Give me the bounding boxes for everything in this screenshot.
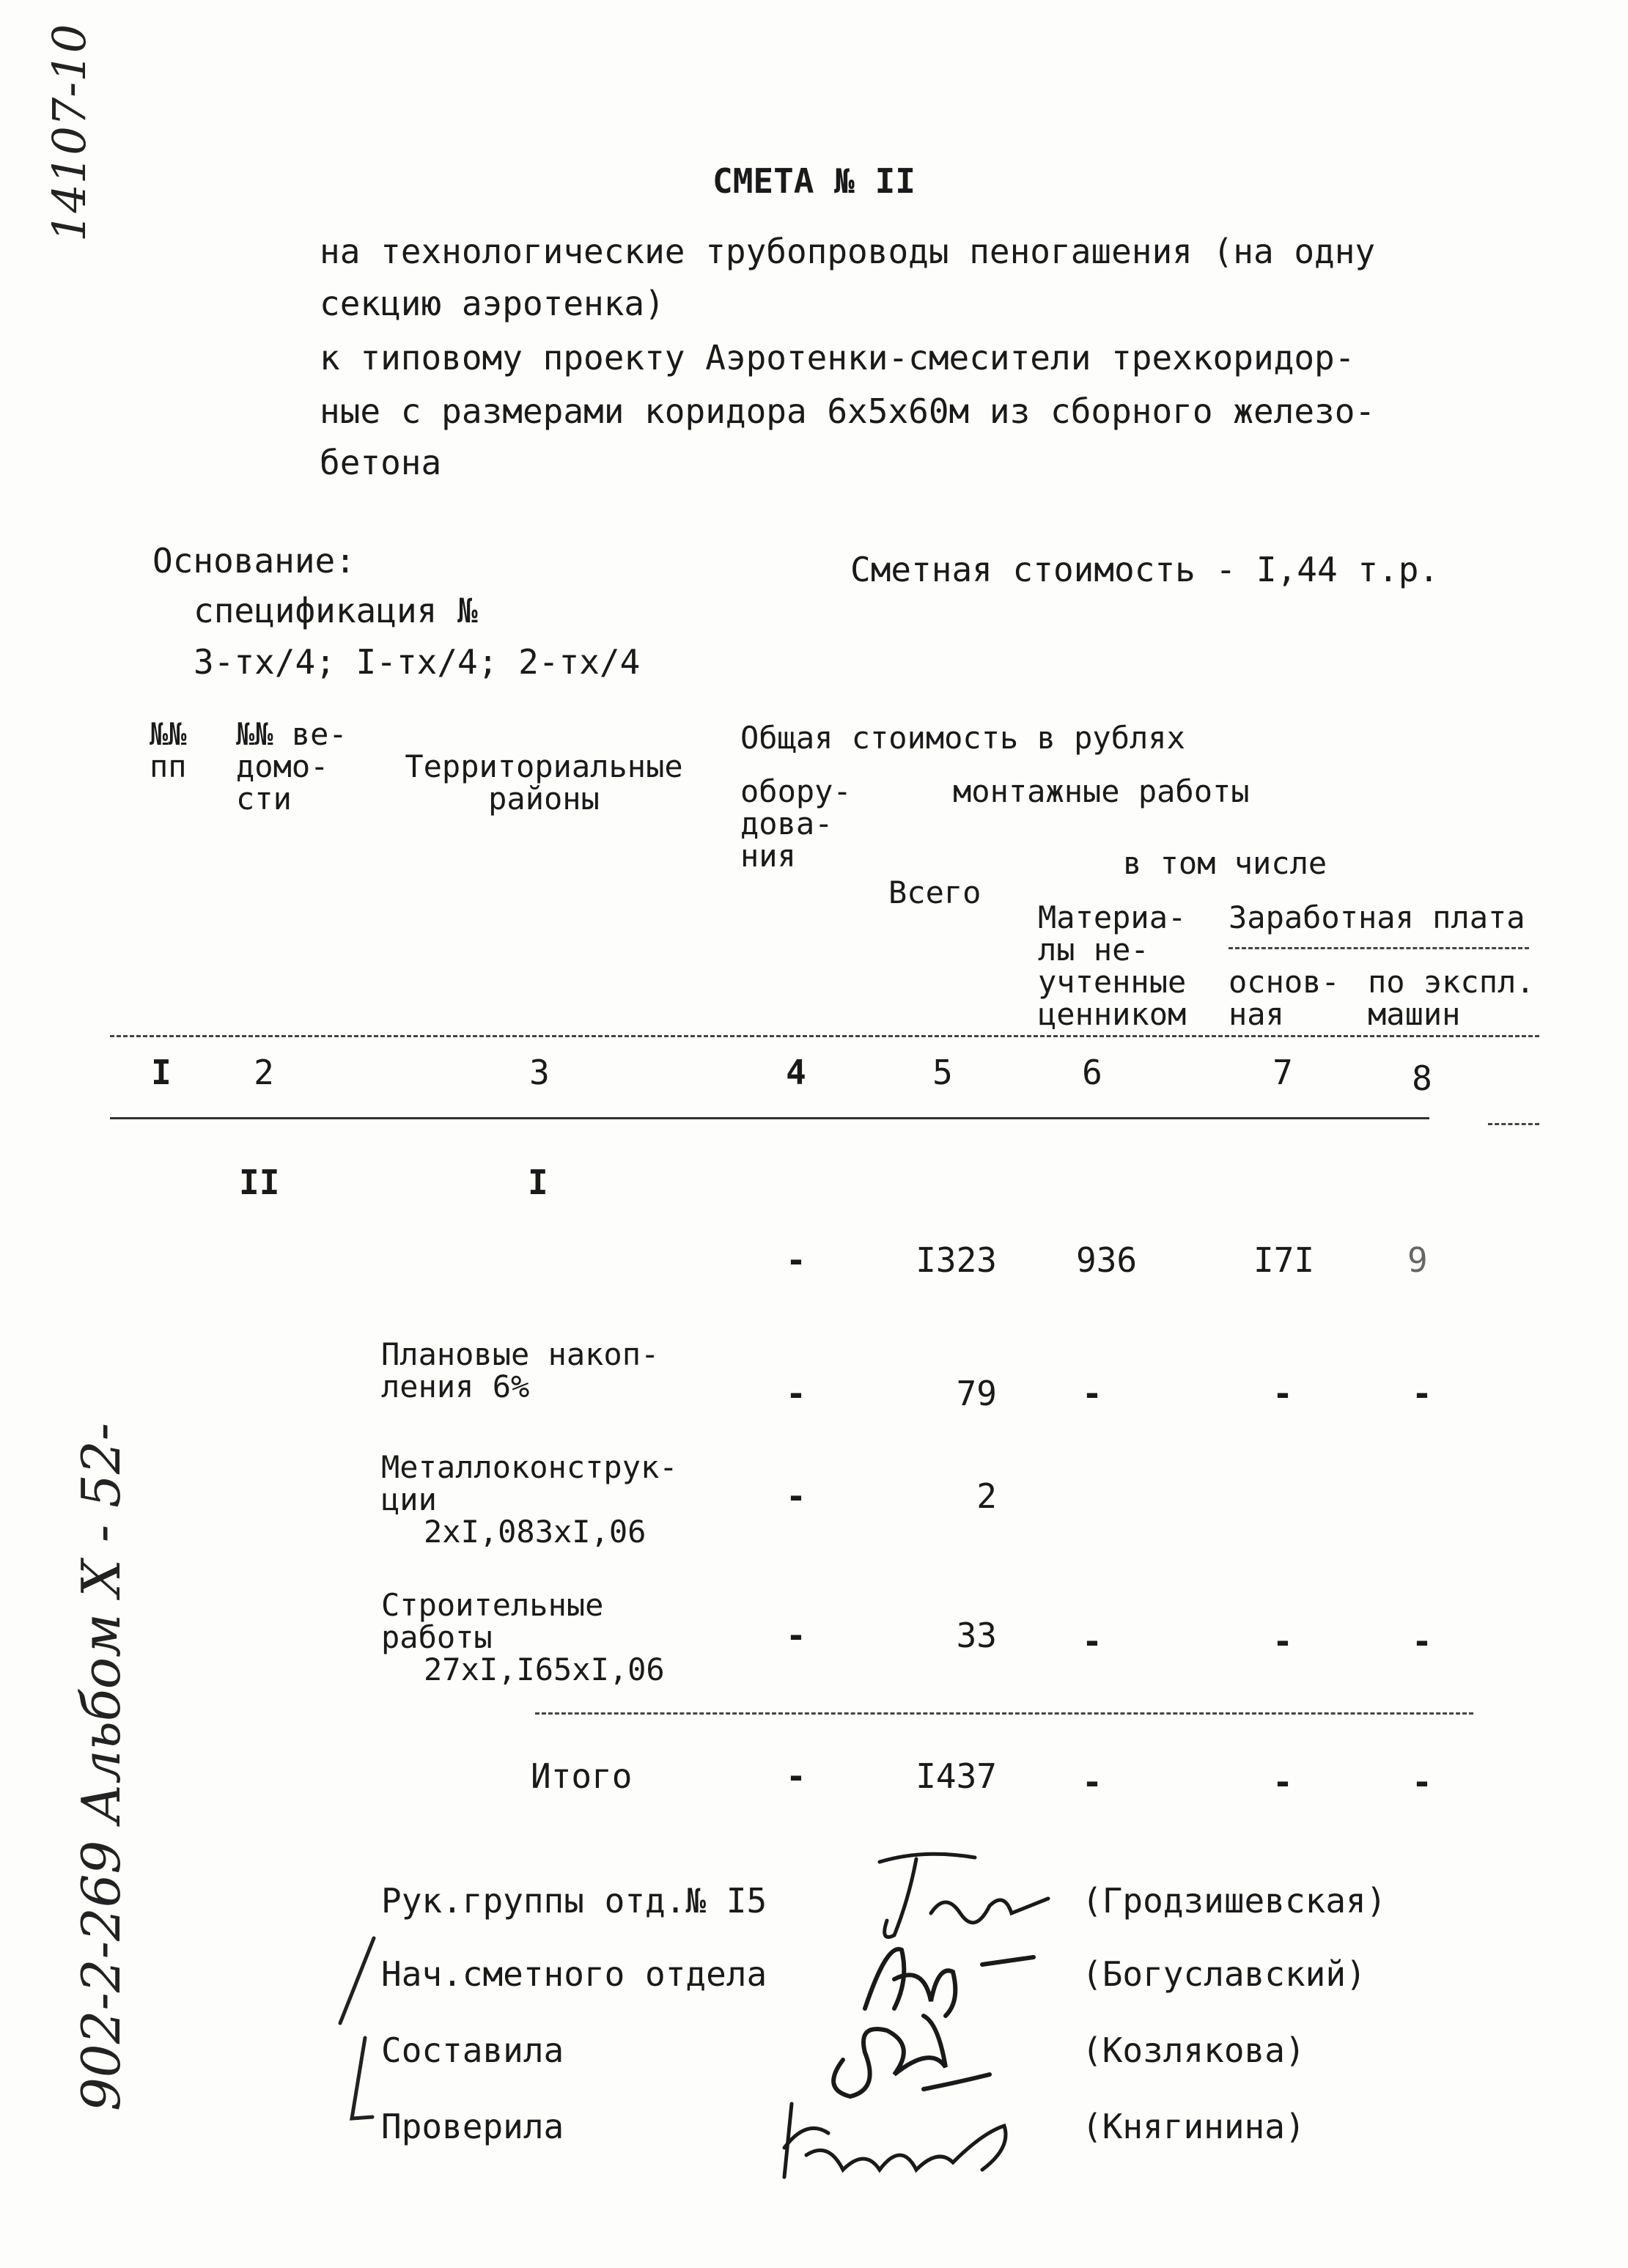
sign-role-3: Составила — [381, 2030, 564, 2070]
album-stamp: 902-2-269 Альбом X - 52- — [70, 1423, 132, 2111]
subtitle-line-3: к типовому проекту Аэротенки-смесители трехкоридор- — [320, 338, 1355, 378]
header-including: в том числе — [1123, 845, 1327, 881]
header-rule — [110, 1035, 1539, 1037]
total-c8: - — [1412, 1762, 1432, 1802]
header-wages: Заработная плата — [1229, 899, 1525, 935]
row1-c8: - — [1412, 1374, 1432, 1413]
main-row-c5: I323 — [916, 1240, 997, 1280]
colnum-4: 4 — [786, 1053, 806, 1092]
total-c7: - — [1272, 1762, 1293, 1802]
subtitle-line-1: на технологические трубопроводы пеногашения (на одну — [320, 232, 1376, 271]
header-total-cost: Общая стоимость в рублях — [740, 720, 1185, 756]
header-wages-machines: по экспл. машин — [1368, 964, 1535, 1032]
total-c5: I437 — [916, 1756, 997, 1796]
row3-label: Строительные работы 27хI,I65хI,06 — [381, 1587, 665, 1687]
header-col2: №№ ве- домо- сти — [236, 716, 347, 817]
colnum-2: 2 — [254, 1053, 274, 1092]
header-total: Всего — [888, 875, 981, 910]
header-equipment: обору- дова- ния — [740, 773, 852, 874]
page-title: СМЕТА № II — [712, 161, 916, 201]
subtitle-line-4: ные с размерами коридора 6х5х60м из сборного железо- — [320, 391, 1376, 431]
row-vedomost-id: II — [239, 1163, 280, 1202]
basis-label: Основание: — [152, 541, 356, 581]
total-label: Итого — [531, 1756, 633, 1796]
row1-c6: - — [1082, 1374, 1102, 1413]
main-row-c6: 936 — [1076, 1240, 1138, 1280]
total-c4: - — [786, 1756, 806, 1796]
total-rule — [535, 1712, 1473, 1715]
total-c6: - — [1082, 1762, 1102, 1802]
row3-c8: - — [1412, 1621, 1432, 1661]
colnum-6: 6 — [1082, 1053, 1102, 1092]
colnum-8: 8 — [1412, 1058, 1432, 1098]
row2-label: Металлоконструк- ции 2хI,083хI,06 — [381, 1449, 678, 1550]
sign-name-1: (Гродзишевская) — [1082, 1881, 1387, 1921]
sign-role-2: Нач.сметного отдела — [381, 1954, 767, 1994]
main-row-c8: 9 — [1407, 1240, 1428, 1280]
row3-c4: - — [786, 1616, 806, 1655]
colnum-rule-tail — [1488, 1123, 1539, 1125]
row3-c5: 33 — [956, 1616, 997, 1655]
row1-c5: 79 — [956, 1374, 997, 1413]
pen-mark — [330, 1935, 388, 2126]
main-row-c7: I7I — [1253, 1240, 1315, 1280]
sign-name-3: (Козлякова) — [1082, 2030, 1305, 2070]
row3-c6: - — [1082, 1621, 1102, 1661]
sign-name-4: (Княгинина) — [1082, 2107, 1305, 2146]
estimate-cost: Сметная стоимость - I,44 т.р. — [850, 550, 1440, 589]
header-wages-base: основ- ная — [1229, 964, 1340, 1032]
row3-c7: - — [1272, 1621, 1293, 1661]
colnum-1: I — [151, 1053, 172, 1092]
row1-c4: - — [786, 1374, 806, 1413]
subtitle-line-5: бетона — [320, 443, 442, 482]
sign-role-1: Рук.группы отд.№ I5 — [381, 1881, 767, 1921]
colnum-3: 3 — [529, 1053, 550, 1092]
signature-4 — [762, 2089, 1041, 2192]
wages-divider — [1229, 947, 1529, 949]
row1-c7: - — [1272, 1374, 1293, 1413]
header-col1: №№ пп — [150, 716, 187, 784]
sign-role-4: Проверила — [381, 2107, 564, 2146]
signature-1 — [865, 1847, 1063, 1950]
margin-note: 14107-10 — [43, 23, 96, 242]
header-col3: Территориальные районы — [405, 748, 683, 817]
row-region-id: I — [528, 1163, 548, 1202]
row1-label: Плановые накоп- ления 6% — [381, 1336, 660, 1404]
colnum-rule — [110, 1117, 1429, 1119]
header-installation: монтажные работы — [953, 773, 1250, 809]
header-materials: Материа- лы не- учтенные ценником — [1038, 899, 1187, 1032]
main-row-c4: - — [786, 1240, 806, 1280]
row2-c4: - — [786, 1476, 806, 1516]
basis-spec: спецификация № — [194, 591, 478, 630]
colnum-7: 7 — [1272, 1053, 1293, 1092]
row2-c5: 2 — [976, 1476, 997, 1516]
basis-codes: 3-тх/4; I-тх/4; 2-тх/4 — [194, 642, 641, 682]
colnum-5: 5 — [932, 1053, 953, 1092]
sign-name-2: (Богуславский) — [1082, 1954, 1366, 1994]
subtitle-line-2: секцию аэротенка) — [320, 284, 665, 323]
